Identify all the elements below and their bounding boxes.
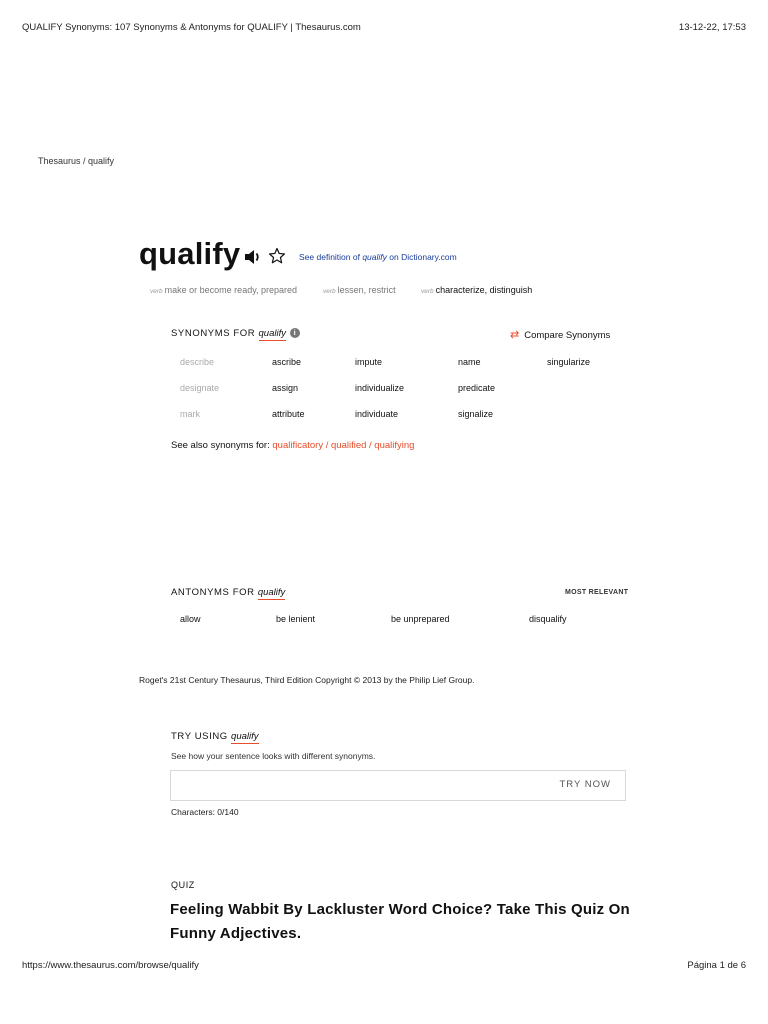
antonyms-label: ANTONYMS FOR (171, 587, 255, 598)
synonym-link[interactable]: attribute (272, 409, 305, 419)
info-icon[interactable]: i (290, 328, 300, 338)
headword: qualify (139, 236, 241, 271)
sort-most-relevant[interactable]: MOST RELEVANT (565, 589, 629, 596)
antonyms-heading (171, 587, 285, 598)
copyright: Roget's 21st Century Thesaurus, Third Edition Copyright © 2013 by the Philip Lief Group. (139, 675, 475, 685)
sense-pos: verb (150, 288, 163, 295)
print-header-datetime: 13-12-22, 17:53 (678, 22, 746, 33)
see-also (171, 440, 414, 451)
sentence-input[interactable] (177, 775, 541, 799)
dictionary-link-prefix: See definition of (299, 252, 363, 262)
sense-tab[interactable] (150, 285, 297, 295)
try-using-box (170, 770, 626, 801)
print-footer-url: https://www.thesaurus.com/browse/qualify (22, 960, 199, 971)
synonym-link[interactable]: assign (272, 383, 299, 393)
swap-arrows-icon: ⇄ (510, 329, 520, 341)
try-using-label: TRY USING (171, 731, 228, 742)
sense-pos: verb (421, 288, 434, 295)
sense-text: make or become ready, prepared (164, 285, 298, 295)
synonym-link[interactable]: signalize (458, 409, 494, 419)
synonym-link[interactable]: individuate (355, 409, 399, 419)
speaker-icon[interactable] (244, 249, 262, 265)
try-using-subtitle: See how your sentence looks with different synonyms. (171, 751, 376, 761)
print-footer-page: Página 1 de 6 (687, 960, 746, 971)
try-now-button[interactable]: TRY NOW (559, 779, 611, 790)
synonym-link[interactable]: name (458, 357, 481, 367)
antonym-link[interactable]: be lenient (276, 614, 316, 624)
try-using-heading (171, 731, 259, 742)
synonyms-heading (171, 328, 300, 339)
character-count: Characters: 0/140 (171, 807, 239, 817)
synonym-link[interactable]: mark (180, 409, 200, 419)
breadcrumb[interactable]: Thesaurus / qualify (38, 156, 115, 166)
synonym-link[interactable]: individualize (355, 383, 405, 393)
dictionary-link-suffix: on Dictionary.com (386, 252, 457, 262)
synonyms-label: SYNONYMS FOR (171, 328, 256, 339)
antonym-link[interactable]: allow (180, 614, 201, 624)
see-also-links[interactable]: qualificatory / qualified / qualifying (272, 440, 415, 451)
sense-text: lessen, restrict (337, 285, 396, 295)
see-also-prefix: See also synonyms for: (171, 440, 273, 451)
compare-synonyms-button[interactable] (510, 328, 610, 341)
synonym-link[interactable]: impute (355, 357, 383, 367)
antonyms-word: qualify (257, 587, 286, 598)
dictionary-link-word: qualify (362, 252, 387, 262)
sense-pos: verb (323, 288, 336, 295)
antonym-link[interactable]: disqualify (529, 614, 567, 624)
synonym-link[interactable]: ascribe (272, 357, 302, 367)
antonym-link[interactable]: be unprepared (391, 614, 450, 624)
synonym-link[interactable]: designate (180, 383, 220, 393)
sense-tab-active[interactable] (421, 285, 532, 295)
dictionary-link[interactable] (299, 252, 457, 262)
try-using-word: qualify (231, 731, 259, 742)
sense-tab[interactable] (323, 285, 396, 295)
quiz-title[interactable]: Feeling Wabbit By Lackluster Word Choice? Take This Quiz On Funny Adjectives. (170, 901, 630, 942)
sense-text: characterize, distinguish (435, 285, 533, 295)
synonym-link[interactable]: describe (180, 357, 215, 367)
synonym-link[interactable]: predicate (458, 383, 496, 393)
star-icon[interactable] (268, 247, 286, 265)
quiz-label: QUIZ (171, 880, 195, 890)
synonyms-word: qualify (258, 328, 286, 339)
synonym-link[interactable]: singularize (547, 357, 591, 367)
compare-synonyms-label: Compare Synonyms (524, 330, 611, 341)
print-header-title: QUALIFY Synonyms: 107 Synonyms & Antonyms for QUALIFY | Thesaurus.com (22, 22, 361, 33)
